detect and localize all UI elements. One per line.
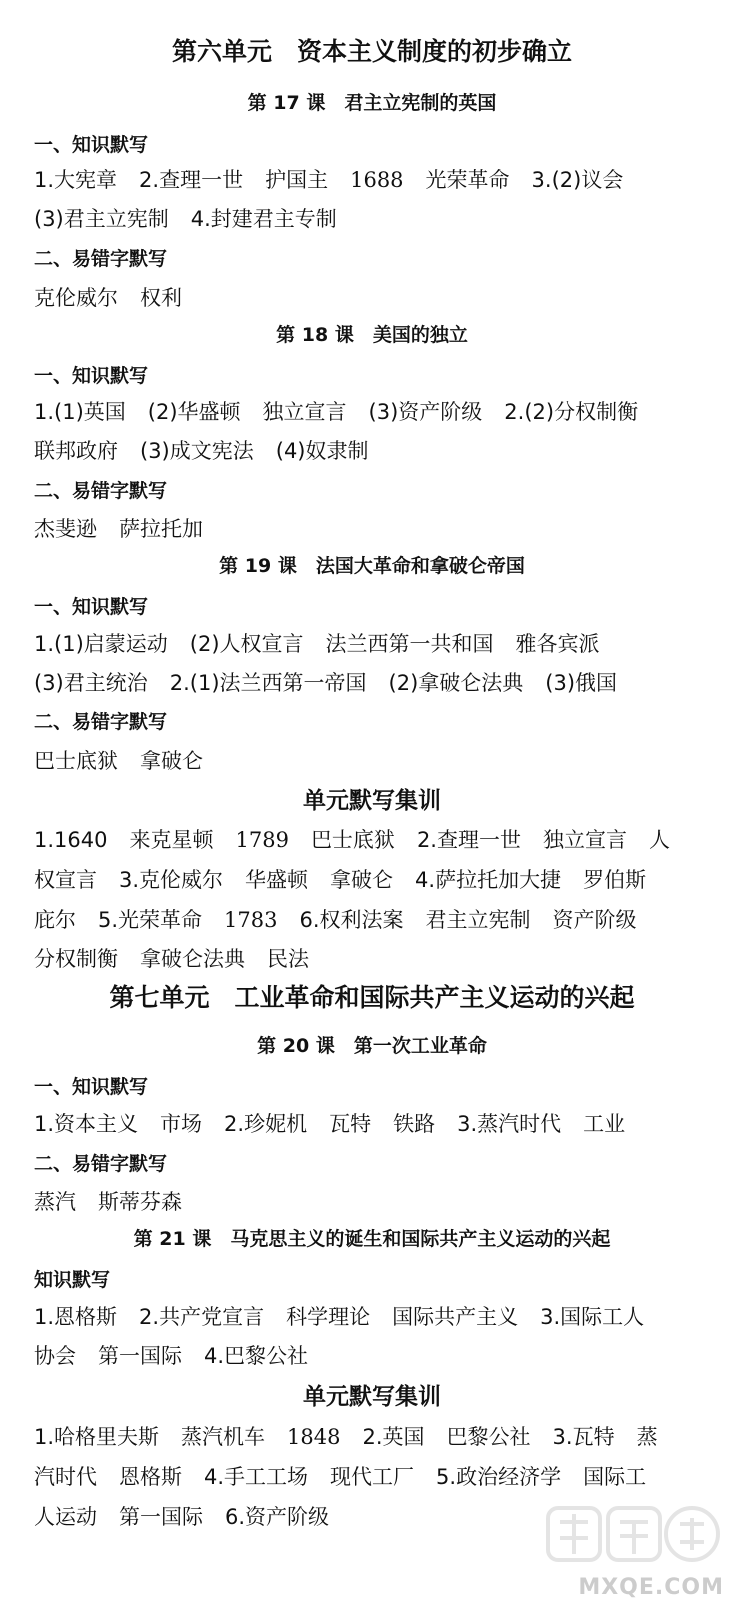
answer-item: 5.光荣革命 — [98, 908, 203, 932]
answer-item: (3)君主统治 — [34, 671, 148, 695]
answer-item: 工业 — [583, 1112, 626, 1136]
answer-logo-icon — [544, 1502, 724, 1572]
answer-item: (2)人权宣言 — [189, 632, 304, 656]
lesson19-words — [34, 747, 724, 775]
answer-item: 斯蒂芬森 — [98, 1190, 182, 1214]
lesson18-line-2 — [34, 437, 724, 465]
answer-item: 蒸 — [636, 1425, 658, 1449]
answer-item: 国际共产主义 — [392, 1305, 519, 1329]
lesson19-typo-heading: 二、易错字默写 — [34, 711, 168, 733]
unit7-review-line-2 — [34, 1463, 724, 1491]
answer-item: 瓦特 — [329, 1112, 372, 1136]
answer-item: 4.封建君主专制 — [190, 207, 337, 231]
lesson20-title: 第 20 课 第一次工业革命 — [257, 1035, 487, 1057]
answer-item: 萨拉托加 — [119, 517, 203, 541]
unit7-review-title: 单元默写集训 — [303, 1384, 441, 1410]
answer-item: 分权制衡 — [34, 947, 118, 971]
answer-item: 杰斐逊 — [34, 517, 97, 541]
lesson17-line-2 — [34, 205, 724, 233]
answer-item: 恩格斯 — [119, 1465, 182, 1489]
answer-item: 科学理论 — [286, 1305, 371, 1329]
answer-item: 4.手工工场 — [204, 1465, 309, 1489]
answer-item: 1.资本主义 — [34, 1112, 139, 1136]
answer-item: 1789 — [235, 828, 289, 852]
answer-item: 权宣言 — [34, 868, 97, 892]
answer-item: 汽时代 — [34, 1465, 97, 1489]
answer-item: 5.政治经济学 — [436, 1465, 562, 1489]
unit7-title: 第七单元 工业革命和国际共产主义运动的兴起 — [109, 983, 635, 1012]
lesson17-title: 第 17 课 君主立宪制的英国 — [247, 92, 497, 114]
lesson19-knowledge-heading: 一、知识默写 — [34, 596, 149, 618]
answer-item: 光荣革命 — [425, 168, 510, 192]
answer-item: 拿破仑 — [140, 749, 203, 773]
lesson17-words — [34, 284, 724, 312]
answer-item: 君主立宪制 — [425, 908, 531, 932]
answer-item: 1783 — [224, 908, 278, 932]
answer-item: 3.克伦威尔 — [119, 868, 224, 892]
lesson21-knowledge-heading: 知识默写 — [34, 1269, 111, 1291]
answer-item: 独立宣言 — [542, 828, 627, 852]
lesson21-line-2 — [34, 1342, 724, 1370]
lesson17-line-1 — [34, 166, 724, 194]
answer-item: 协会 — [34, 1344, 76, 1368]
answer-item: 拿破仑 — [330, 868, 394, 892]
answer-item: 来克星顿 — [129, 828, 214, 852]
answer-item: 第一国际 — [98, 1344, 182, 1368]
answer-item: 6.权利法案 — [299, 908, 404, 932]
answer-item: (3)资产阶级 — [368, 400, 483, 424]
unit6-review-title: 单元默写集训 — [303, 788, 441, 814]
answer-item: 1.1640 — [34, 828, 108, 852]
answer-item: 2.(2)分权制衡 — [504, 400, 639, 424]
answer-item: 4.萨拉托加大捷 — [415, 868, 562, 892]
lesson18-knowledge-heading: 一、知识默写 — [34, 365, 149, 387]
answer-item: 2.英国 — [362, 1425, 425, 1449]
answer-item: 2.共产党宣言 — [139, 1305, 265, 1329]
answer-item: 3.国际工人 — [540, 1305, 645, 1329]
answer-item: (2)拿破仑法典 — [388, 671, 524, 695]
answer-item: 法兰西第一共和国 — [325, 632, 494, 656]
answer-item: 1688 — [350, 168, 404, 192]
lesson17-typo-heading: 二、易错字默写 — [34, 248, 168, 270]
answer-item: 人 — [648, 828, 670, 852]
watermark-text: MXQE.COM — [578, 1575, 724, 1600]
answer-item: 巴士底狱 — [310, 828, 395, 852]
answer-item: 联邦政府 — [34, 439, 118, 463]
unit6-title: 第六单元 资本主义制度的初步确立 — [171, 37, 572, 66]
answer-item: (3)君主立宪制 — [34, 207, 169, 231]
answer-item: 罗伯斯 — [583, 868, 647, 892]
answer-item: (2)华盛顿 — [147, 400, 241, 424]
lesson21-title: 第 21 课 马克思主义的诞生和国际共产主义运动的兴起 — [133, 1228, 611, 1250]
lesson18-line-1 — [34, 398, 724, 426]
answer-item: 1848 — [287, 1425, 341, 1449]
answer-item: 现代工厂 — [330, 1465, 415, 1489]
answer-item: 拿破仑法典 — [140, 947, 245, 971]
answer-item: 资产阶级 — [552, 908, 637, 932]
answer-item: 蒸汽 — [34, 1190, 76, 1214]
answer-item: 2.查理一世 — [416, 828, 521, 852]
answer-item: 华盛顿 — [245, 868, 309, 892]
answer-item: 2.珍妮机 — [224, 1112, 308, 1136]
answer-item: 3.瓦特 — [552, 1425, 615, 1449]
answer-item: 雅各宾派 — [515, 632, 600, 656]
answer-item: 2.查理一世 — [139, 168, 244, 192]
answer-item: 1.哈格里夫斯 — [34, 1425, 160, 1449]
answer-item: 1.(1)启蒙运动 — [34, 632, 168, 656]
answer-item: 1.大宪章 — [34, 168, 118, 192]
lesson20-typo-heading: 二、易错字默写 — [34, 1153, 168, 1175]
lesson19-line-2 — [34, 669, 724, 697]
unit6-review-line-2 — [34, 866, 724, 894]
answer-item: 权利 — [140, 286, 182, 310]
answer-item: 人运动 — [34, 1505, 97, 1529]
unit6-review-line-4 — [34, 945, 724, 973]
answer-item: 2.(1)法兰西第一帝国 — [169, 671, 367, 695]
unit6-review-line-1 — [34, 826, 724, 854]
answer-item: 4.巴黎公社 — [204, 1344, 309, 1368]
lesson20-line-1 — [34, 1110, 724, 1138]
answer-item: (4)奴隶制 — [275, 439, 369, 463]
answer-item: 国际工 — [583, 1465, 647, 1489]
answer-item: 1.(1)英国 — [34, 400, 126, 424]
answer-item: 3.蒸汽时代 — [457, 1112, 562, 1136]
answer-item: 蒸汽机车 — [181, 1425, 266, 1449]
answer-item: 护国主 — [265, 168, 329, 192]
answer-item: (3)成文宪法 — [140, 439, 254, 463]
lesson17-knowledge-heading: 一、知识默写 — [34, 134, 149, 156]
answer-item: 巴士底狱 — [34, 749, 118, 773]
lesson20-knowledge-heading: 一、知识默写 — [34, 1076, 149, 1098]
answer-item: 民法 — [267, 947, 309, 971]
answer-item: 3.(2)议会 — [531, 168, 624, 192]
unit6-review-line-3 — [34, 906, 724, 934]
lesson19-title: 第 19 课 法国大革命和拿破仑帝国 — [219, 555, 525, 577]
answer-item: 1.恩格斯 — [34, 1305, 118, 1329]
lesson18-title: 第 18 课 美国的独立 — [276, 324, 468, 346]
answer-item: (3)俄国 — [545, 671, 618, 695]
answer-item: 克伦威尔 — [34, 286, 118, 310]
answer-item: 庇尔 — [34, 908, 76, 932]
lesson18-words — [34, 515, 724, 543]
unit7-review-line-1 — [34, 1423, 724, 1451]
answer-item: 市场 — [160, 1112, 203, 1136]
lesson19-line-1 — [34, 630, 724, 658]
answer-item: 独立宣言 — [262, 400, 347, 424]
answer-item: 铁路 — [393, 1112, 436, 1136]
lesson18-typo-heading: 二、易错字默写 — [34, 480, 168, 502]
answer-item: 巴黎公社 — [446, 1425, 531, 1449]
answer-item: 6.资产阶级 — [225, 1505, 330, 1529]
lesson20-words — [34, 1188, 724, 1216]
lesson21-line-1 — [34, 1303, 724, 1331]
answer-item: 第一国际 — [119, 1505, 203, 1529]
